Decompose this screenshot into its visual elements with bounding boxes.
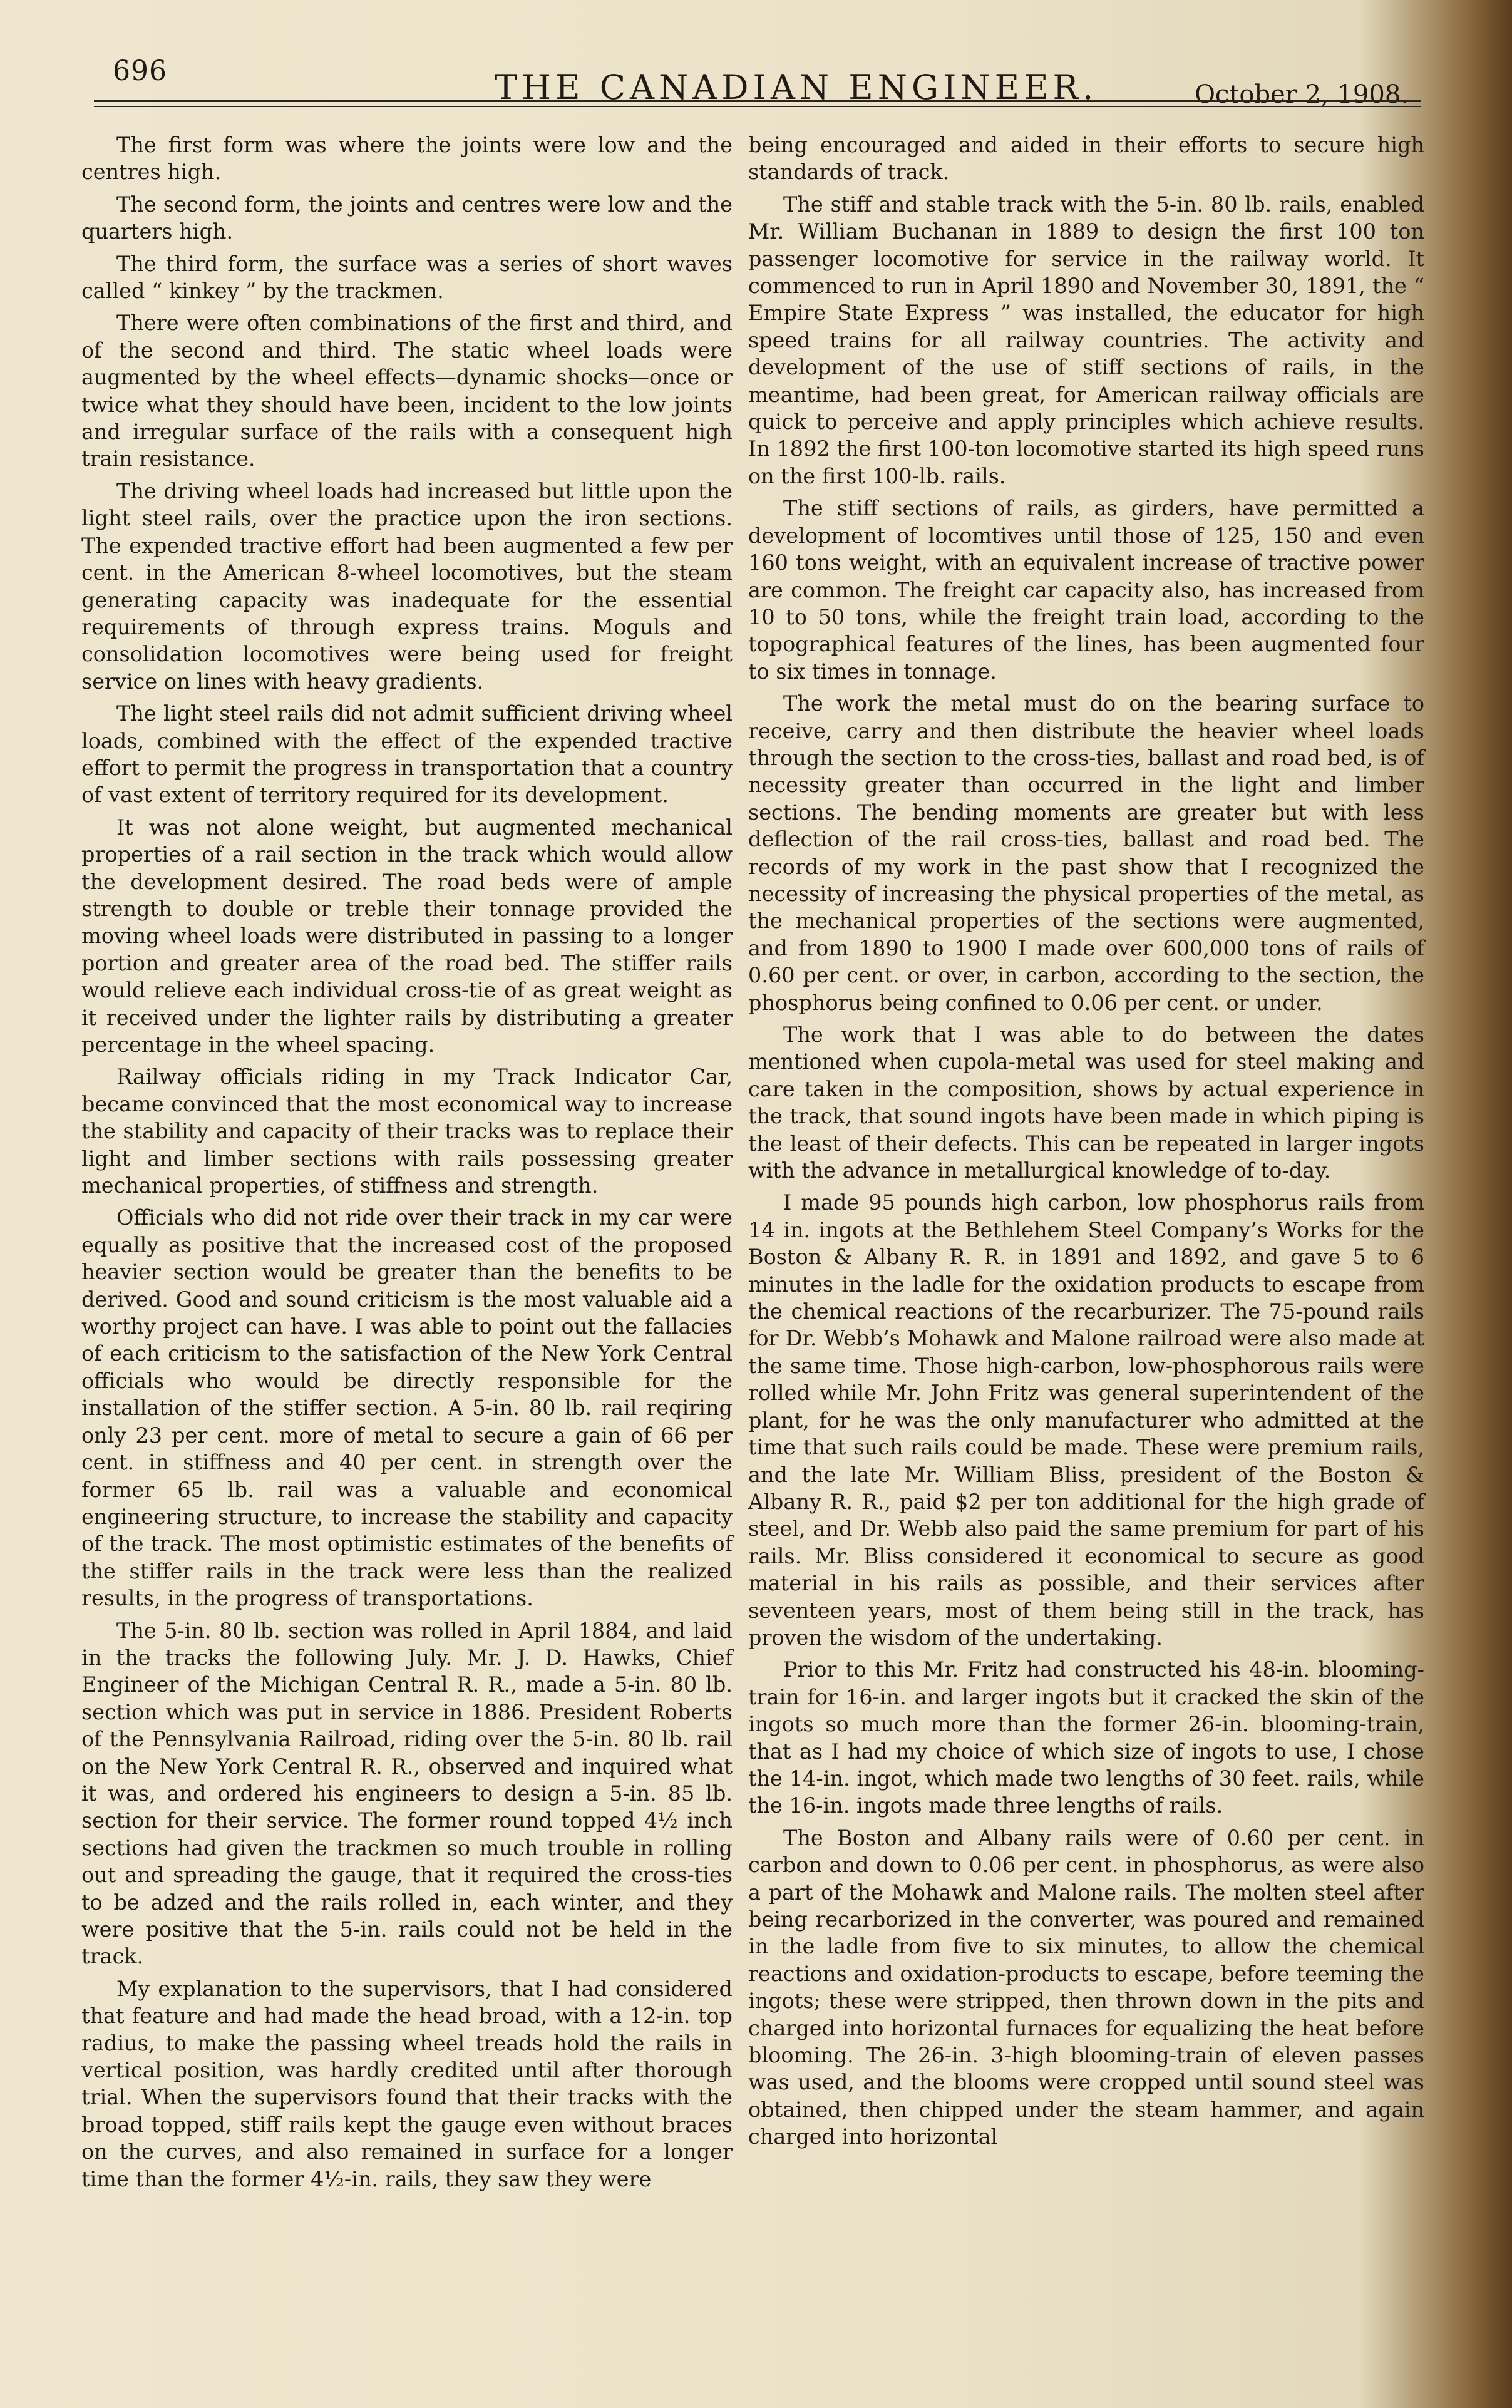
left-column <box>81 131 733 2198</box>
paragraph: There were often combinations of the first and third, and of the second and third. The static wheel loads were augmented by the wheel effects—dynamic shocks—once or twice what they should have been, incident to the low joints and irregular surface of the rails with a consequent high train resistance. <box>81 311 733 471</box>
page-number: 696 <box>113 55 167 87</box>
paragraph: The work that I was able to do between the dates mentioned when cupola-metal was used for steel making and care taken in the composition, shows by actual experience in the track, that sound ingots have been made in which piping is the least of their defects. This can be repeated in larger ingots with the advance in metallurgical knowledge of to-day. <box>748 1022 1424 1183</box>
paragraph: The driving wheel loads had increased but little upon the light steel rails, over the practice upon the iron sections. The expended tractive effort had been augmented a few per cent. in the American 8-wheel locomotives, but the steam generating capacity was inadequate for the essential requirements of through express trains. Moguls and consolidation locomotives were being used for freight service on lines with heavy gradients. <box>81 478 733 694</box>
paragraph: Officials who did not ride over their track in my car were equally as positive that the increased cost of the proposed heavier section would be greater than the benefits to be derived. Good and sound criticism is the most valuable aid a worthy project can have. I was able to point out the fallacies of each criticism to the satisfaction of the New York Central officials who would be directly responsible for the installation of the stiffer section. A 5-in. 80 lb. rail reqiring only 23 per cent. more of metal to secure a gain of 66 per cent. in stiffness and 40 per cent. in strength over the former 65 lb. rail was a valuable and economical engineering structure, to increase the stability and capacity of the track. The most optimistic estimates of the benefits of the stiffer rails in the track were less than the realized results, in the progress of transportations. <box>81 1205 733 1611</box>
paragraph: The third form, the surface was a series of short waves called “ kinkey ” by the trackmen. <box>81 251 733 304</box>
paragraph: The first form was where the joints were low and the centres high. <box>81 133 733 185</box>
paragraph: The Boston and Albany rails were of 0.60 per cent. in carbon and down to 0.06 per cent. in phosphorus, as were also a part of the Mohawk and Malone rails. The molten steel after being recarborized in the converter, was poured and remained in the ladle from five to six minutes, to allow the chemical reactions and oxidation-products to escape, before teeming the ingots; these were stripped, then thrown down in the pits and charged into horizontal furnaces for equalizing the heat before blooming. The 26-in. 3-high blooming-train of eleven passes was used, and the blooms were cropped until sound steel was obtained, then chipped under the steam hammer, and again charged into horizontal <box>748 1825 1424 2149</box>
paragraph: The second form, the joints and centres were low and the quarters high. <box>81 192 733 244</box>
right-column <box>748 131 1424 2156</box>
journal-title: THE CANADIAN ENGINEER. <box>495 68 1098 107</box>
paragraph: My explanation to the supervisors, that I had considered that feature and had made the head broad, with a 12-in. top radius, to make the passing wheel treads hold the rails in vertical position, was hardly credited until after thorough trial. When the supervisors found that their tracks with the broad topped, stiff rails kept the gauge even without braces on the curves, and also remained in surface for a longer time than the former 4½-in. rails, they saw they were <box>81 1976 733 2191</box>
issue-date: October 2, 1908. <box>1195 80 1409 109</box>
paragraph-continuation: being encouraged and aided in their efforts to secure high standards of track. <box>748 133 1424 185</box>
page-header <box>94 55 1421 111</box>
header-rule <box>94 100 1421 102</box>
paragraph: I made 95 pounds high carbon, low phosphorus rails from 14 in. ingots at the Bethlehem Steel Company’s Works for the Boston & Albany R. R. in 1891 and 1892, and gave 5 to 6 minutes in the ladle for the oxidation products to escape from the chemical reactions of the recarburizer. The 75-pound rails for Dr. Webb’s Mohawk and Malone railroad were also made at the same time. Those high-carbon, low-phosphorous rails were rolled while Mr. John Fritz was general superintendent of the plant, for he was the only manufacturer who admitted at the time that such rails could be made. These were premium rails, and the late Mr. William Bliss, president of the Boston & Albany R. R., paid $2 per ton additional for the high grade of steel, and Dr. Webb also paid the same premium for part of his rails. Mr. Bliss considered it economical to secure as good material in his rails as possible, and their services after seventeen years, most of them being still in the track, has proven the wisdom of the undertaking. <box>748 1190 1424 1650</box>
paragraph: It was not alone weight, but augmented mechanical properties of a rail section in the track which would allow the development desired. The road beds were of ample strength to double or treble their tonnage provided the moving wheel loads were distributed in passing to a longer portion and greater area of the road bed. The stiffer rails would relieve each individual cross-tie of as great weight as it received under the lighter rails by distributing a greater percentage in the wheel spacing. <box>81 815 733 1057</box>
header-rule-thin <box>94 106 1421 107</box>
paragraph: The work the metal must do on the bearing surface to receive, carry and then distribute the heavier wheel loads through the section to the cross-ties, ballast and road bed, is of necessity greater than occurred in the light and limber sections. The bending moments are greater but with less deflection of the rail cross-ties, ballast and road bed. The records of my work in the past show that I recognized the necessity of increasing the physical properties of the metal, as the mechanical properties of the sections were augmented, and from 1890 to 1900 I made over 600,000 tons of rails of 0.60 per cent. or over, in carbon, according to the section, the phosphorus being confined to 0.06 per cent. or under. <box>748 691 1424 1015</box>
paragraph: The stiff and stable track with the 5-in. 80 lb. rails, enabled Mr. William Buchanan in 1889 to design the first 100 ton passenger locomotive for service in the railway world. It commenced to run in April 1890 and November 30, 1891, the “ Empire State Express ” was installed, the educator for high speed trains for all railway countries. The activity and development of the use of stiff sections of rails, in the meantime, had been great, for American railway officials are quick to perceive and apply principles which achieve results. In 1892 the first 100-ton locomotive started its high speed runs on the first 100-lb. rails. <box>748 192 1424 488</box>
paragraph: The stiff sections of rails, as girders, have permitted a development of locomtives until those of 125, 150 and even 160 tons weight, with an equivalent increase of tractive power are common. The freight car capacity also, has increased from 10 to 50 tons, while the freight train load, according to the topographical features of the lines, has been augmented four to six times in tonnage. <box>748 496 1424 684</box>
paragraph: The 5-in. 80 lb. section was rolled in April 1884, and laid in the tracks the following July. Mr. J. D. Hawks, Chief Engineer of the Michigan Central R. R., made a 5-in. 80 lb. section which was put in service in 1886. President Roberts of the Pennsylvania Railroad, riding over the 5-in. 80 lb. rail on the New York Central R. R., observed and inquired what it was, and ordered his engineers to design a 5-in. 85 lb. section for their service. The former round topped 4½ inch sections had given the trackmen so much trouble in rolling out and spreading the gauge, that it required the cross-ties to be adzed and the rails rolled in, each winter, and they were positive that the 5-in. rails could not be held in the track. <box>81 1618 733 1969</box>
paragraph: Railway officials riding in my Track Indicator Car, became convinced that the most economical way to increase the stability and capacity of their tracks was to replace their light and limber sections with rails possessing greater mechanical properties, of stiffness and strength. <box>81 1064 733 1198</box>
paragraph: The light steel rails did not admit sufficient driving wheel loads, combined with the effect of the expended tractive effort to permit the progress in transportation that a country of vast extent of territory required for its development. <box>81 701 733 808</box>
paragraph: Prior to this Mr. Fritz had constructed his 48-in. blooming-train for 16-in. and larger ingots but it cracked the skin of the ingots so much more than the former 26-in. blooming-train, that as I had my choice of which size of ingots to use, I chose the 14-in. ingot, which made two lengths of 30 feet. rails, while the 16-in. ingots made three lengths of rails. <box>748 1657 1424 1818</box>
